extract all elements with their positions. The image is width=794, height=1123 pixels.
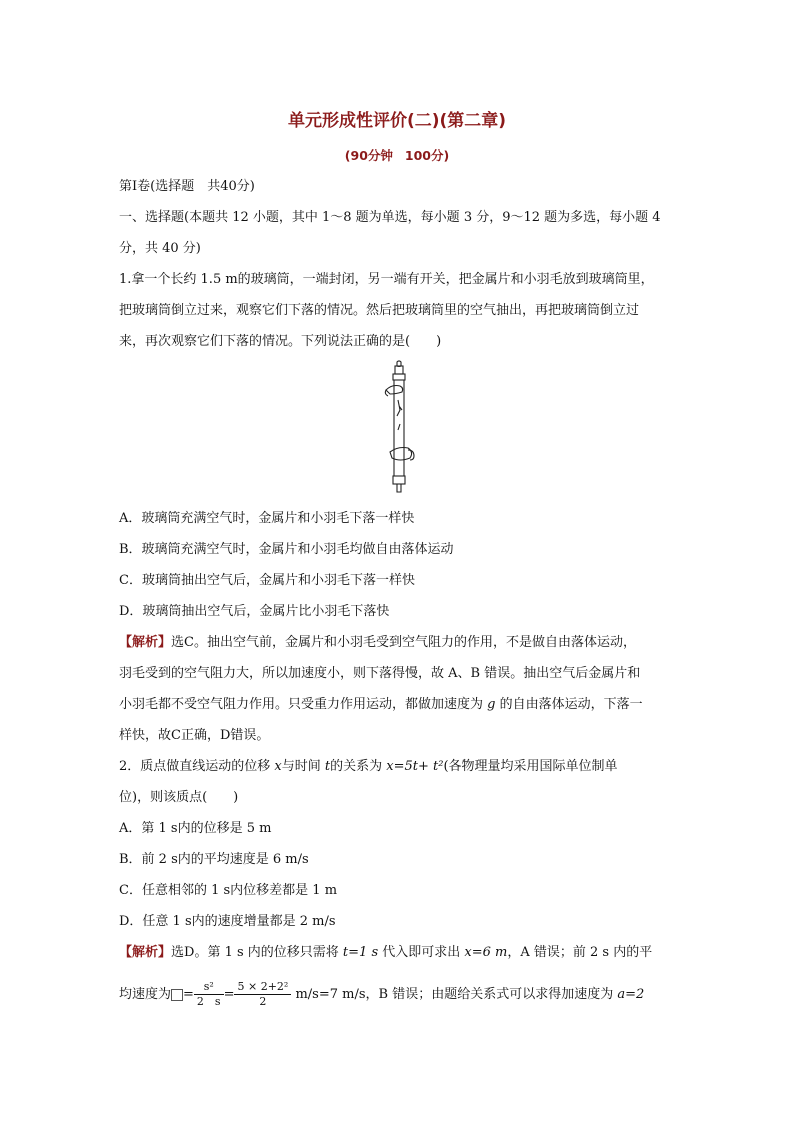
q1-option-a: A．玻璃筒充满空气时，金属片和小羽毛下落一样快 <box>119 511 415 526</box>
q2-analysis-line1: 【解析】选D。第 1 s 内的位移只需将 t=1 s 代入即可求出 x=6 m，A 错误；前 2 s 内的平 <box>119 945 653 960</box>
analysis-label: 【解析】 <box>119 635 172 650</box>
page-title: 单元形成性评价(二)(第二章) <box>287 111 507 131</box>
q1-stem-line1: 1.拿一个长约 1.5 m的玻璃筒，一端封闭，另一端有开关，把金属片和小羽毛放到玻璃筒里， <box>119 272 654 287</box>
q1-option-b: B．玻璃筒充满空气时，金属片和小羽毛均做自由落体运动 <box>119 542 454 557</box>
fraction-1: $\frac{\text{s²}}{2 s}$ <box>194 980 224 1009</box>
q2-stem-line2: 位)，则该质点( ) <box>119 790 239 805</box>
fraction-2: $\frac{\text{5 × 2+2²}}{2}$ <box>234 980 291 1009</box>
q2-analysis-line2: 均速度为 = $\frac{\text{s²}}{2 s}$ = $\frac{\text{5 × 2+2²}}{2}$ m/s=7 m/s，B 错误；由题给关系式可以求得加速度为 a=2 <box>119 980 645 1008</box>
q1-option-c: C．玻璃筒抽出空气后，金属片和小羽毛下落一样快 <box>119 573 415 588</box>
analysis-label: 【解析】 <box>119 945 172 960</box>
q2-option-d: D．任意 1 s内的速度增量都是 2 m/s <box>119 914 336 929</box>
part-heading: 第Ⅰ卷(选择题 共40分) <box>119 179 255 194</box>
q1-option-d: D．玻璃筒抽出空气后，金属片比小羽毛下落快 <box>119 604 390 619</box>
q2-formula: x=5t+ t² <box>386 759 444 774</box>
glass-tube-figure <box>376 360 422 496</box>
q1-stem-line3: 来，再次观察它们下落的情况。下列说法正确的是( ) <box>119 334 442 349</box>
exam-time: (90分钟 <box>344 148 393 163</box>
q2-stem-line1: 2．质点做直线运动的位移 x与时间 t的关系为 x=5t+ t²(各物理量均采用国际单位制单 <box>119 759 618 774</box>
section-instructions-line1: 一、选择题(本题共 12 小题，其中 1～8 题为单选，每小题 3 分，9～12 题为多选，每小题 4 <box>119 210 661 225</box>
q1-stem-line2: 把玻璃筒倒立过来，观察它们下落的情况。然后把玻璃筒里的空气抽出，再把玻璃筒倒立过 <box>119 303 640 318</box>
exam-score: 100分) <box>404 148 450 163</box>
q2-option-c: C．任意相邻的 1 s内位移差都是 1 m <box>119 883 338 898</box>
q1-analysis-line3: 小羽毛都不受空气阻力作用。只受重力作用运动，都做加速度为 g 的自由落体运动，下落一 <box>119 697 643 712</box>
exam-duration-score <box>0 146 794 164</box>
q1-analysis-line1: 【解析】选C。抽出空气前，金属片和小羽毛受到空气阻力的作用，不是做自由落体运动， <box>119 635 636 650</box>
q2-option-b: B．前 2 s内的平均速度是 6 m/s <box>119 852 309 867</box>
placeholder-box-icon <box>171 989 183 1001</box>
q1-analysis-line2: 羽毛受到的空气阻力大，所以加速度小，则下落得慢，故 A、B 错误。抽出空气后金属片和 <box>119 666 641 681</box>
section-instructions-line2: 分，共 40 分) <box>119 241 201 256</box>
q1-analysis-line4: 样快，故C正确，D错误。 <box>119 728 270 743</box>
q2-option-a: A．第 1 s内的位移是 5 m <box>119 821 272 836</box>
